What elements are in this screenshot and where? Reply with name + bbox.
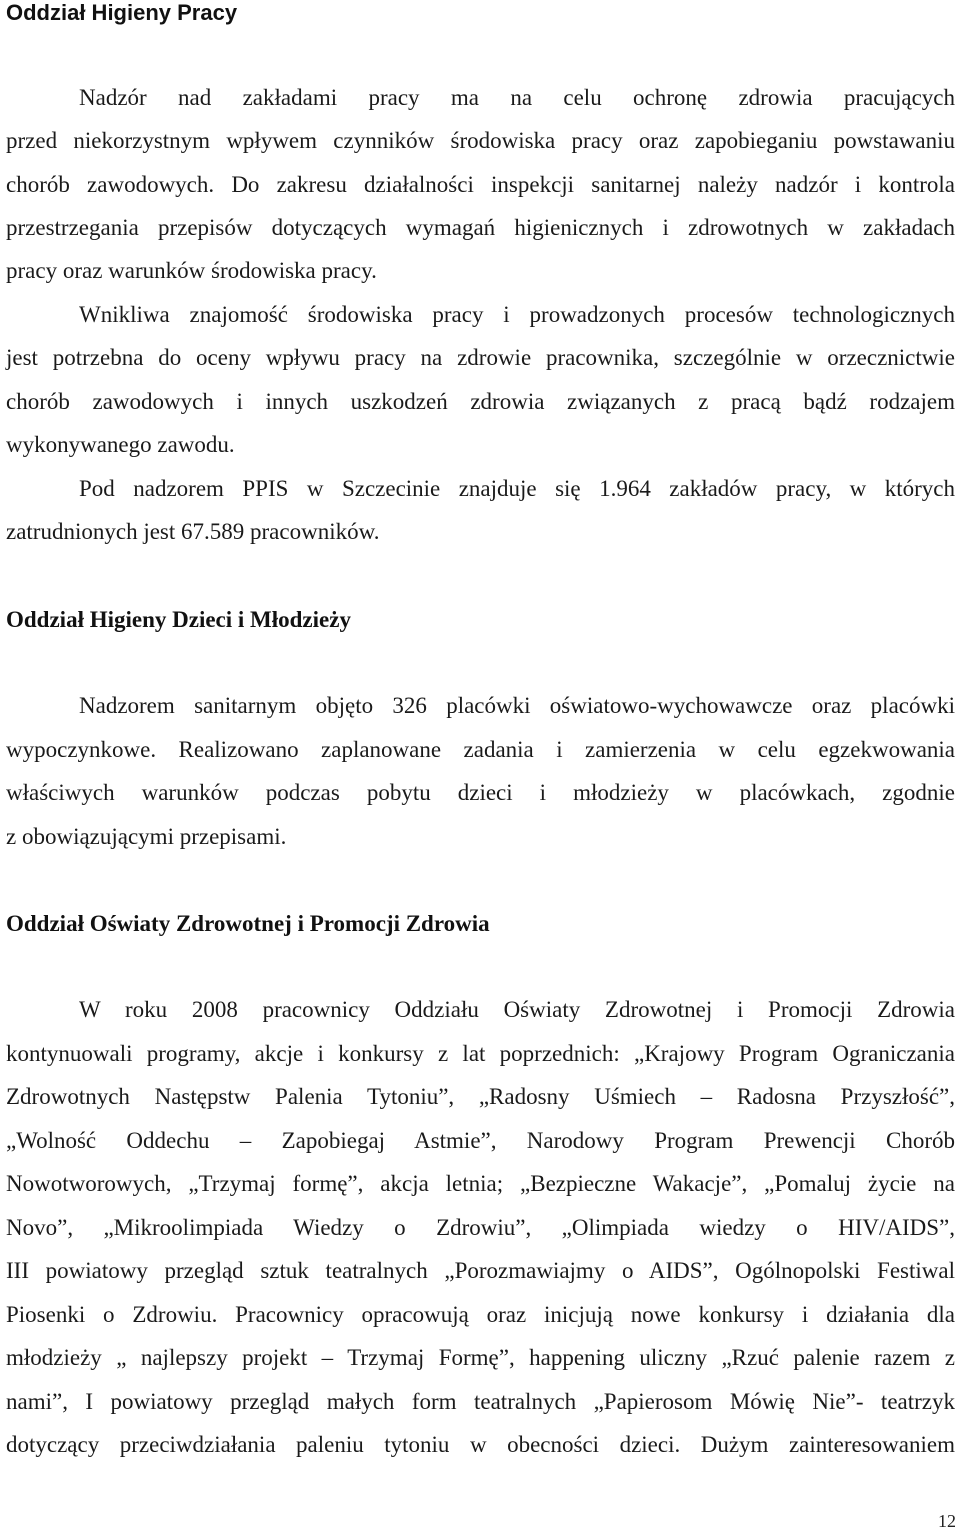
paragraph-line: W roku 2008 pracownicy Oddziału Oświaty Zdrowotnej i Promocji Zdrowia bbox=[79, 997, 955, 1022]
paragraph-line: zatrudnionych jest 67.589 pracowników. bbox=[6, 519, 380, 544]
paragraph-line: Novo”, „Mikroolimpiada Wiedzy o Zdrowiu”, „Olimpiada wiedzy o HIV/AIDS”, bbox=[6, 1215, 955, 1240]
paragraph-line: nami”, I powiatowy przegląd małych form teatralnych „Papierosom Mówię Nie”- teatrzyk bbox=[6, 1389, 955, 1414]
paragraph-line: Piosenki o Zdrowiu. Pracownicy opracowują oraz inicjują nowe konkursy i działania dla bbox=[6, 1302, 955, 1327]
paragraph-line: pracy oraz warunków środowiska pracy. bbox=[6, 258, 377, 283]
paragraph-line: Pod nadzorem PPIS w Szczecinie znajduje się 1.964 zakładów pracy, w których bbox=[79, 476, 955, 501]
paragraph-line: Wnikliwa znajomość środowiska pracy i prowadzonych procesów technologicznych bbox=[79, 302, 955, 327]
paragraph-line: wypoczynkowe. Realizowano zaplanowane zadania i zamierzenia w celu egzekwowania bbox=[6, 737, 955, 762]
paragraph-line: Nadzór nad zakładami pracy ma na celu ochronę zdrowia pracujących bbox=[79, 85, 955, 110]
section-heading-higiena-pracy: Oddział Higieny Pracy bbox=[6, 0, 238, 25]
paragraph-line: Zdrowotnych Następstw Palenia Tytoniu”, „Radosny Uśmiech – Radosna Przyszłość”, bbox=[6, 1084, 955, 1109]
paragraph-line: jest potrzebna do oceny wpływu pracy na zdrowie pracownika, szczególnie w orzecznictwie bbox=[6, 345, 955, 370]
paragraph-line: Nowotworowych, „Trzymaj formę”, akcja letnia; „Bezpieczne Wakacje”, „Pomaluj życie na bbox=[6, 1171, 955, 1196]
paragraph-line: „Wolność Oddechu – Zapobiegaj Astmie”, Narodowy Program Prewencji Chorób bbox=[6, 1128, 955, 1153]
page-number: 12 bbox=[938, 1511, 956, 1531]
paragraph-line: Nadzorem sanitarnym objęto 326 placówki oświatowo-wychowawcze oraz placówki bbox=[79, 693, 955, 718]
paragraph-line: przed niekorzystnym wpływem czynników środowiska pracy oraz zapobieganiu powstawaniu bbox=[6, 128, 955, 153]
paragraph-line: młodzieży „ najlepszy projekt – Trzymaj Formę”, happening uliczny „Rzuć palenie razem z bbox=[6, 1345, 955, 1370]
paragraph-line: III powiatowy przegląd sztuk teatralnych „Porozmawiajmy o AIDS”, Ogólnopolski Festiwal bbox=[6, 1258, 955, 1283]
paragraph-line: wykonywanego zawodu. bbox=[6, 432, 235, 457]
paragraph-line: dotyczący przeciwdziałania paleniu tytoniu w obecności dzieci. Dużym zainteresowaniem bbox=[6, 1432, 955, 1457]
paragraph-line: przestrzegania przepisów dotyczących wymagań higienicznych i zdrowotnych w zakładach bbox=[6, 215, 955, 240]
paragraph-line: z obowiązującymi przepisami. bbox=[6, 824, 287, 849]
paragraph-line: chorób zawodowych i innych uszkodzeń zdrowia związanych z pracą bądź rodzajem bbox=[6, 389, 955, 414]
section-heading-higiena-dzieci: Oddział Higieny Dzieci i Młodzieży bbox=[6, 607, 351, 632]
paragraph-line: kontynuowali programy, akcje i konkursy z lat poprzednich: „Krajowy Program Ograniczania bbox=[6, 1041, 955, 1066]
paragraph-line: właściwych warunków podczas pobytu dzieci i młodzieży w placówkach, zgodnie bbox=[6, 780, 955, 805]
paragraph-line: chorób zawodowych. Do zakresu działalności inspekcji sanitarnej należy nadzór i kontrola bbox=[6, 172, 955, 197]
section-heading-oswiata-zdrowotna: Oddział Oświaty Zdrowotnej i Promocji Zdrowia bbox=[6, 911, 490, 936]
